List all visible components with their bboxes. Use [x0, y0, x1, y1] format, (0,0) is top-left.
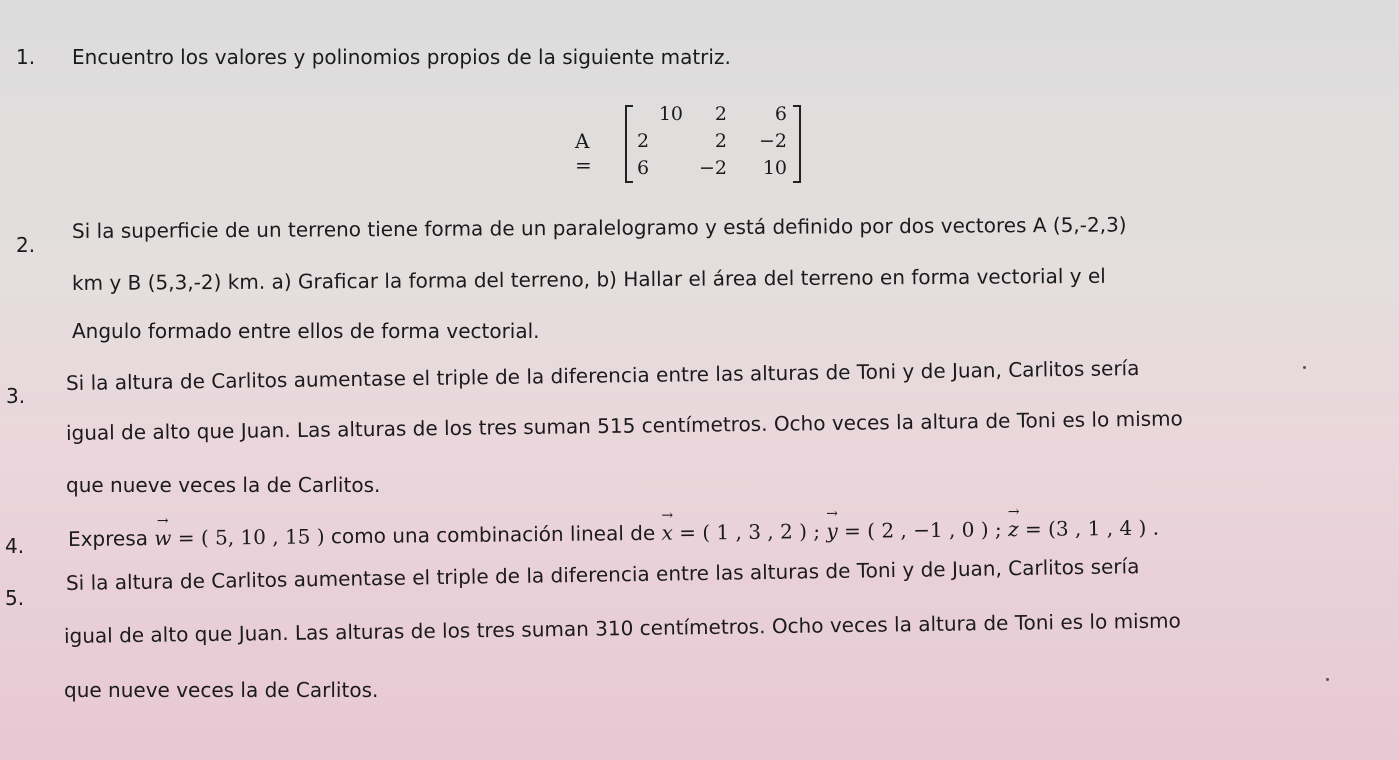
matrix-cell: 6 [636, 157, 650, 179]
vector-y: → y [826, 505, 839, 544]
item-number-4: 4. [5, 534, 25, 558]
matrix-cell: 10 [762, 157, 787, 179]
problem-3-line-3: que nueve veces la de Carlitos. [66, 473, 381, 497]
vector-w: → w [154, 512, 172, 551]
problem-2-line-2: km y B (5,3,-2) km. a) Graficar la forma del terreno, b) Hallar el área del terreno en forma vectorial y el [71, 263, 1106, 295]
vector-y-value: = ( 2 , −1 , 0 ) ; [837, 517, 1009, 543]
problem-5-line-2: igual de alto que Juan. Las alturas de los tres suman 310 centímetros. Ocho veces la altura de Toni es lo mismo [63, 608, 1181, 648]
problem-2-line-3: Angulo formado entre ellos de forma vectorial. [72, 319, 540, 343]
problem-3-line-1: Si la altura de Carlitos aumentase el triple de la diferencia entre las alturas de Toni y de Juan, Carlitos sería [65, 356, 1140, 395]
matrix-label: A = [575, 129, 592, 177]
item-number-1: 1. [16, 45, 36, 69]
problem-4-middle: como una combinación lineal de [324, 520, 662, 549]
problem-5-line-1: Si la altura de Carlitos aumentase el triple de la diferencia entre las alturas de Toni y de Juan, Carlitos sería [65, 554, 1140, 595]
paper-speck [1326, 678, 1329, 681]
problem-1-text: Encuentro los valores y polinomios propios de la siguiente matriz. [72, 45, 731, 69]
matrix-cell: −2 [758, 130, 787, 152]
problem-5-line-3: que nueve veces la de Carlitos. [64, 678, 379, 702]
item-number-3: 3. [6, 384, 26, 408]
problem-3-line-2: igual de alto que Juan. Las alturas de los tres suman 515 centímetros. Ocho veces la altura de Toni es lo mismo [65, 406, 1183, 445]
vector-arrow-icon: → [1007, 504, 1020, 521]
vector-x: → x [661, 507, 674, 545]
matrix-cell: 10 [658, 103, 683, 125]
item-number-5: 5. [5, 586, 25, 610]
problem-4-prefix: Expresa [67, 526, 149, 551]
vector-arrow-icon: → [156, 512, 169, 530]
matrix-cell: 6 [774, 103, 787, 125]
vector-x-value: = ( 1 , 3 , 2 ) ; [672, 519, 827, 545]
matrix-right-bracket [793, 105, 801, 183]
problem-2-line-1: Si la superficie de un terreno tiene forma de un paralelogramo y está definido por dos vectores A (5,-2,3) [71, 212, 1127, 243]
matrix-cell: −2 [698, 157, 727, 179]
item-number-2: 2. [16, 233, 36, 257]
vector-arrow-icon: → [661, 507, 674, 524]
problem-4-text [67, 504, 1160, 551]
vector-w-value: = ( 5, 10 , 15 ) [171, 524, 325, 550]
vector-arrow-icon: → [826, 505, 839, 523]
matrix-cell: 2 [714, 103, 727, 125]
vector-z-value: = (3 , 1 , 4 ) . [1018, 515, 1160, 542]
paper-speck [1303, 366, 1306, 369]
matrix-cell: 2 [636, 130, 650, 152]
vector-z: → z [1007, 504, 1020, 542]
matrix-cell: 2 [714, 130, 727, 152]
